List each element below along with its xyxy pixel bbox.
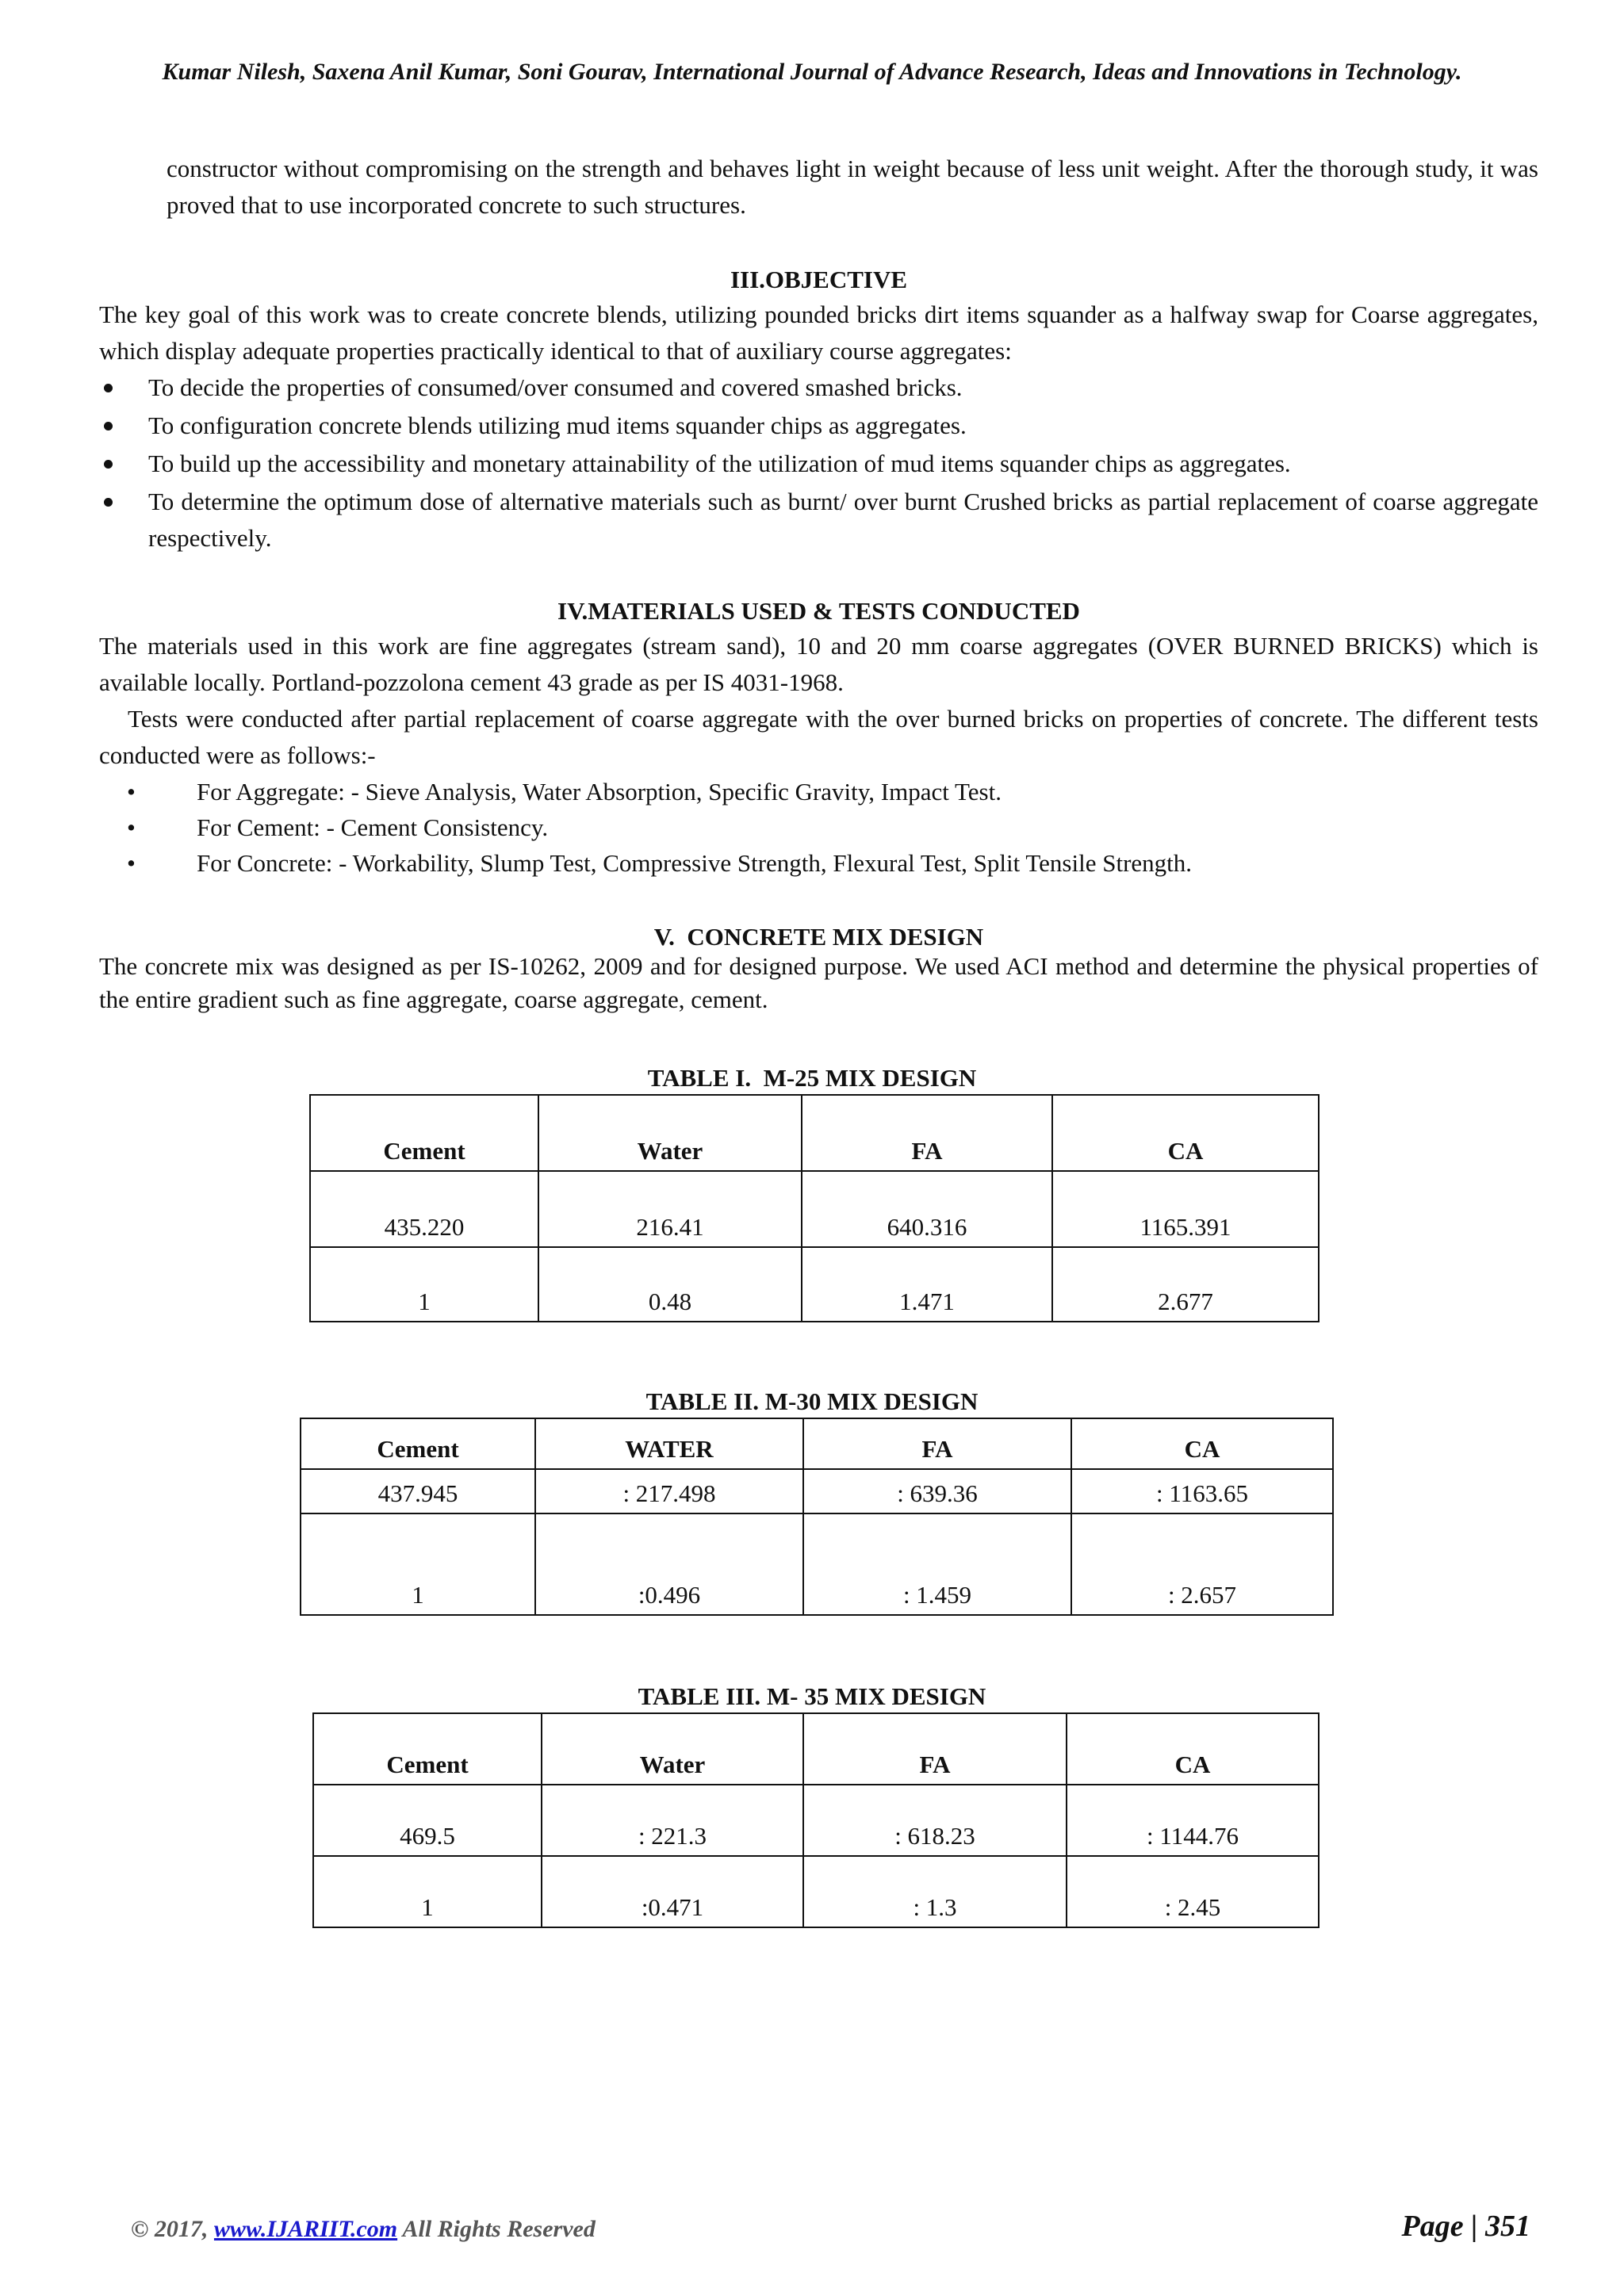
footer-copyright: © 2017, www.IJARIIT.com All Rights Reserved	[131, 2216, 596, 2242]
table-row	[310, 1171, 1319, 1247]
bullet-icon	[104, 460, 113, 469]
table-2-caption: TABLE II. M-30 MIX DESIGN	[645, 1387, 979, 1415]
bullet-icon: •	[127, 813, 136, 841]
table-header-cell: FA	[803, 1713, 1067, 1785]
table-header-cell: Cement	[313, 1713, 542, 1785]
table-row	[313, 1856, 1319, 1927]
table-cell: : 1163.65	[1071, 1469, 1333, 1513]
materials-text-2: Tests were conducted after partial replacement of coarse aggregate with the over burned bricks on properties of concrete. The different tests conducted were as follows:-	[99, 705, 1538, 769]
table-cell: 0.48	[538, 1247, 802, 1322]
bullet-icon: •	[127, 849, 136, 877]
table-cell: 1	[313, 1856, 542, 1927]
mix-design-text: The concrete mix was designed as per IS-10262, 2009 and for designed purpose. We used ACI method and determine the physical properties of the entire gradient such as fine aggregate, coarse aggregate, cement.	[99, 952, 1538, 1013]
mix-design-heading: V. CONCRETE MIX DESIGN	[653, 923, 984, 951]
table-cell: : 217.498	[535, 1469, 803, 1513]
table-1-caption: TABLE I. M-25 MIX DESIGN	[647, 1064, 977, 1092]
list-item: • For Aggregate: - Sieve Analysis, Water Absorption, Specific Gravity, Impact Test.	[127, 774, 1538, 809]
table-cell: : 1.459	[803, 1513, 1071, 1615]
table-row	[310, 1247, 1319, 1322]
table-cell: : 2.657	[1071, 1513, 1333, 1615]
table-3-caption: TABLE III. M- 35 MIX DESIGN	[638, 1682, 986, 1710]
table-header-cell: CA	[1052, 1095, 1319, 1171]
table-cell: : 1144.76	[1067, 1785, 1319, 1856]
table-cell: 216.41	[538, 1171, 802, 1247]
table-cell: : 618.23	[803, 1785, 1067, 1856]
page-number: Page | 351	[1401, 2210, 1530, 2243]
list-item: • For Cement: - Cement Consistency.	[127, 809, 1538, 845]
table-cell: 1	[310, 1247, 538, 1322]
table-header-cell: CA	[1067, 1713, 1319, 1785]
table-cell: : 639.36	[803, 1469, 1071, 1513]
table-cell: :0.496	[535, 1513, 803, 1615]
table-cell: 1	[301, 1513, 535, 1615]
running-header: Kumar Nilesh, Saxena Anil Kumar, Soni Gourav, International Journal of Advance Research, Ideas and Innovations in Technology.	[162, 59, 1462, 85]
table-header-cell: CA	[1071, 1418, 1333, 1469]
table-cell: 640.316	[802, 1171, 1052, 1247]
bullet-icon	[104, 422, 113, 430]
materials-text-1: The materials used in this work are fine aggregates (stream sand), 10 and 20 mm coarse aggregates (OVER BURNED BRICKS) which is available locally. Portland-pozzolona cement 43 grade as per IS 4031-1968.	[99, 632, 1538, 696]
table-header-cell: Cement	[301, 1418, 535, 1469]
table-cell: 435.220	[310, 1171, 538, 1247]
table-header-cell: FA	[803, 1418, 1071, 1469]
table-cell: : 1.3	[803, 1856, 1067, 1927]
table-header-cell: WATER	[535, 1418, 803, 1469]
objective-bullet-list	[99, 369, 1538, 558]
ijariit-link[interactable]: www.IJARIIT.com	[213, 2216, 398, 2242]
bullet-icon: •	[127, 778, 136, 806]
table-header-cell: Water	[542, 1713, 803, 1785]
table-m30	[300, 1418, 1334, 1616]
materials-heading: IV.MATERIALS USED & TESTS CONDUCTED	[557, 597, 1080, 625]
table-m25	[309, 1094, 1320, 1322]
objective-text: The key goal of this work was to create concrete blends, utilizing pounded bricks dirt items squander as a halfway swap for Coarse aggregates, which display adequate properties practically identical to that of auxiliary course aggregates:	[99, 300, 1538, 365]
table-row	[301, 1513, 1333, 1615]
bullet-icon	[104, 498, 113, 507]
table-cell: : 2.45	[1067, 1856, 1319, 1927]
table-cell: 1165.391	[1052, 1171, 1319, 1247]
list-item: • For Concrete: - Workability, Slump Test, Compressive Strength, Flexural Test, Split Tensile Strength.	[127, 845, 1538, 881]
list-item: To determine the optimum dose of alternative materials such as burnt/ over burnt Crushed bricks as partial replacement of coarse aggregate respectively.	[99, 484, 1538, 557]
table-header-row	[310, 1095, 1319, 1171]
objective-heading: III.OBJECTIVE	[730, 266, 908, 293]
table-m35	[312, 1712, 1320, 1928]
table-header-cell: Cement	[310, 1095, 538, 1171]
table-row	[301, 1469, 1333, 1513]
table-header-cell: FA	[802, 1095, 1052, 1171]
intro-continuation: constructor without compromising on the strength and behaves light in weight because of less unit weight. After the thorough study, it was proved that to use incorporated concrete to such structures.	[167, 155, 1538, 219]
table-cell: : 221.3	[542, 1785, 803, 1856]
list-item: To build up the accessibility and monetary attainability of the utilization of mud items squander chips as aggregates.	[99, 446, 1538, 482]
table-cell: 437.945	[301, 1469, 535, 1513]
bullet-icon	[104, 384, 113, 392]
table-header-cell: Water	[538, 1095, 802, 1171]
list-item: To decide the properties of consumed/over consumed and covered smashed bricks.	[99, 369, 1538, 406]
list-item: To configuration concrete blends utilizing mud items squander chips as aggregates.	[99, 408, 1538, 444]
table-cell: 469.5	[313, 1785, 542, 1856]
table-row	[313, 1785, 1319, 1856]
table-cell: 1.471	[802, 1247, 1052, 1322]
table-header-row	[313, 1713, 1319, 1785]
tests-bullet-list	[127, 774, 1538, 881]
table-cell: :0.471	[542, 1856, 803, 1927]
table-cell: 2.677	[1052, 1247, 1319, 1322]
table-header-row	[301, 1418, 1333, 1469]
